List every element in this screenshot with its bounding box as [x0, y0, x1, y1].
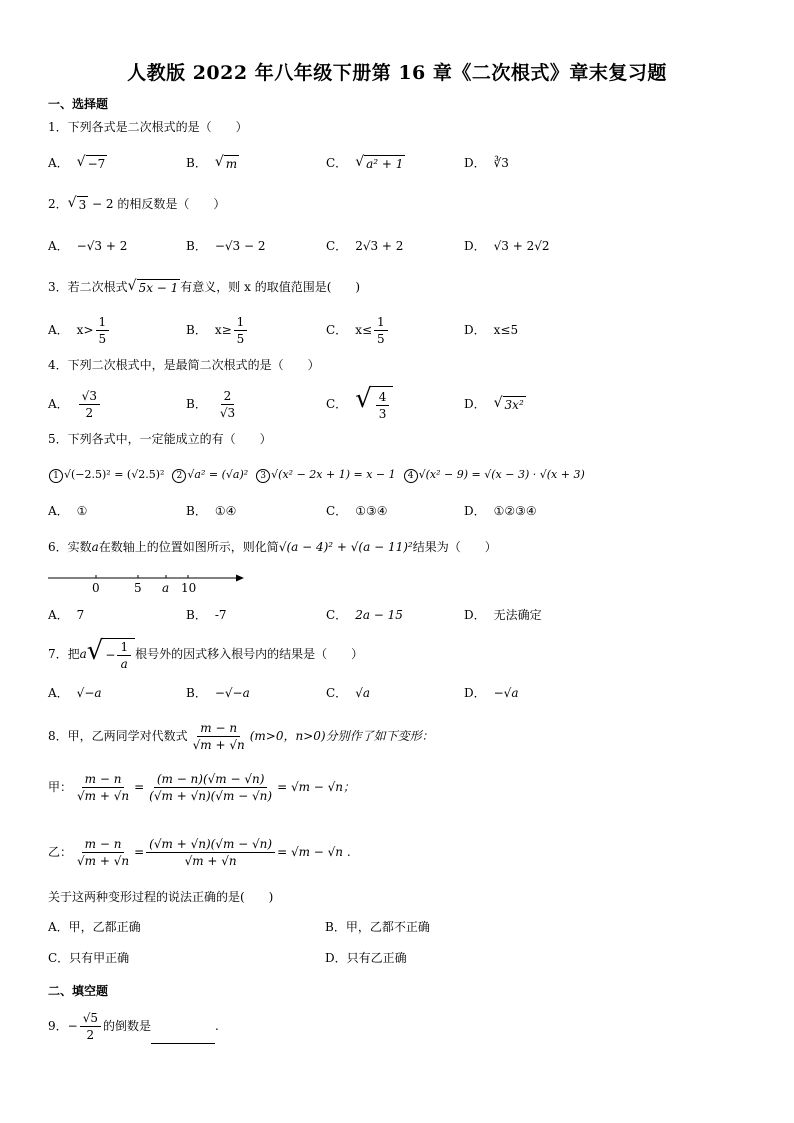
q1-stem: 1．下列各式是二次根式的是（ ）	[48, 120, 248, 134]
q6-option-b[interactable]: B． -7	[186, 608, 227, 622]
q1-option-a[interactable]: A． √ −7	[48, 153, 106, 171]
q7-options	[48, 678, 748, 708]
q3-options	[48, 312, 748, 348]
tick-label-10: 10	[181, 581, 197, 595]
q8-stem: 8．甲，乙两同学对代数式 $\frac{m - n}{√m + √n}$ (m>0，n>0)分别作了如下变形：	[48, 721, 434, 752]
q3-option-c[interactable]: C． x≤ $\frac{1}{5}$	[326, 312, 390, 348]
q2-option-a[interactable]: A． −√3 + 2	[48, 239, 128, 253]
q5-options	[48, 496, 748, 526]
section-choice: 一、选择题	[48, 97, 109, 111]
arrow-right-icon	[236, 575, 244, 582]
q7-option-b[interactable]: B． −√−a	[186, 686, 250, 700]
q6-option-c[interactable]: C． 2a − 15	[326, 608, 403, 622]
q1-option-b[interactable]: B． √ m	[186, 153, 238, 171]
number-line	[48, 568, 268, 598]
q3-option-b[interactable]: B． x≥ $\frac{1}{5}$	[186, 312, 249, 348]
q8-options-row1	[48, 912, 748, 942]
q9-answer-blank[interactable]	[151, 1029, 215, 1044]
section-fill: 二、填空题	[48, 984, 109, 998]
q5-option-d[interactable]: D． ①②③④	[464, 504, 537, 518]
q8-options-row2	[48, 943, 748, 973]
q4-option-b[interactable]: B． $\frac{2}{√3}$	[186, 388, 236, 420]
q5-stem: 5．下列各式中，一定能成立的有（ ）	[48, 432, 272, 446]
q2-stem: 2． √ 3 − 2 的相反数是（ ）	[48, 195, 226, 212]
q5-equations: 1 √(−2.5)² = (√2.5)² 2 √a² = (√a)² 3 √(x² − 2x + 1) = x − 1 4 √(x² − 9) = √(x − 3) · √(x + 3)	[48, 466, 585, 484]
tick-label-5: 5	[134, 581, 142, 595]
q7-stem: 7．把a √ − $\frac{1}{a}$ 根号外的因式移入根号内的结果是（ ）	[48, 635, 364, 671]
q4-option-c[interactable]: C． √ $\frac{4}{3}$	[326, 384, 393, 424]
q2-option-d[interactable]: D． √3 + 2√2	[464, 239, 550, 253]
q4-option-d[interactable]: D． √ 3x²	[464, 394, 524, 412]
q2-option-c[interactable]: C． 2√3 + 2	[326, 239, 404, 253]
q3-option-a[interactable]: A． x> $\frac{1}{5}$	[48, 312, 111, 348]
q8-option-d[interactable]: D．只有乙正确	[325, 951, 407, 965]
page-title: 人教版 2022 年八年级下册第 16 章《二次根式》章末复习题	[127, 62, 667, 84]
q6-option-a[interactable]: A． 7	[48, 608, 85, 622]
q7-option-a[interactable]: A． √−a	[48, 686, 102, 700]
q6-option-d[interactable]: D． 无法确定	[464, 608, 542, 622]
q2-options	[48, 231, 748, 261]
q8-question: 关于这两种变形过程的说法正确的是( )	[48, 890, 274, 904]
q8-option-b[interactable]: B．甲，乙都不正确	[325, 920, 430, 934]
q5-option-b[interactable]: B． ①④	[186, 504, 237, 518]
tick-label-a: a	[162, 581, 170, 595]
q4-options	[48, 384, 748, 424]
q8-option-a[interactable]: A．甲，乙都正确	[48, 920, 141, 934]
q4-option-a[interactable]: A． $\frac{√3}{2}$	[48, 384, 102, 424]
q6-stem: 6．实数a在数轴上的位置如图所示，则化简√(a − 4)² + √(a − 11)²结果为（ ）	[48, 540, 497, 554]
tick-label-0: 0	[92, 581, 100, 595]
q5-option-c[interactable]: C． ①③④	[326, 504, 388, 518]
q1-option-d[interactable]: D． ∛3	[464, 156, 509, 170]
q8-option-c[interactable]: C．只有甲正确	[48, 951, 130, 965]
q3-option-d[interactable]: D． x≤5	[464, 323, 519, 337]
q9-stem: 9．− $\frac{√5}{2}$ 的倒数是 .	[48, 1011, 219, 1042]
q7-option-c[interactable]: C． √a	[326, 686, 370, 700]
q2-option-b[interactable]: B． −√3 − 2	[186, 239, 266, 253]
q8-yi: 乙： $\frac{m - n}{√m + √n}$ = $\frac{(√m + √n)(√m - √n)}{√m + √n}$ = √m − √n .	[48, 837, 351, 868]
q1-option-c[interactable]: C． √ a² + 1	[326, 153, 404, 171]
q4-stem: 4．下列二次根式中，是最简二次根式的是（ ）	[48, 358, 320, 372]
q1-options	[48, 148, 748, 178]
q6-options	[48, 600, 748, 630]
q7-option-d[interactable]: D． −√a	[464, 686, 519, 700]
q8-jia: 甲： $\frac{m - n}{√m + √n}$ = $\frac{(m - n)(√m - √n)}{(√m + √n)(√m - √n)}$ = √m − √n；	[48, 772, 356, 803]
q5-option-a[interactable]: A． ①	[48, 504, 88, 518]
q3-stem: 3．若二次根式 √ 5x − 1 有意义，则 x 的取值范围是( )	[48, 278, 361, 295]
